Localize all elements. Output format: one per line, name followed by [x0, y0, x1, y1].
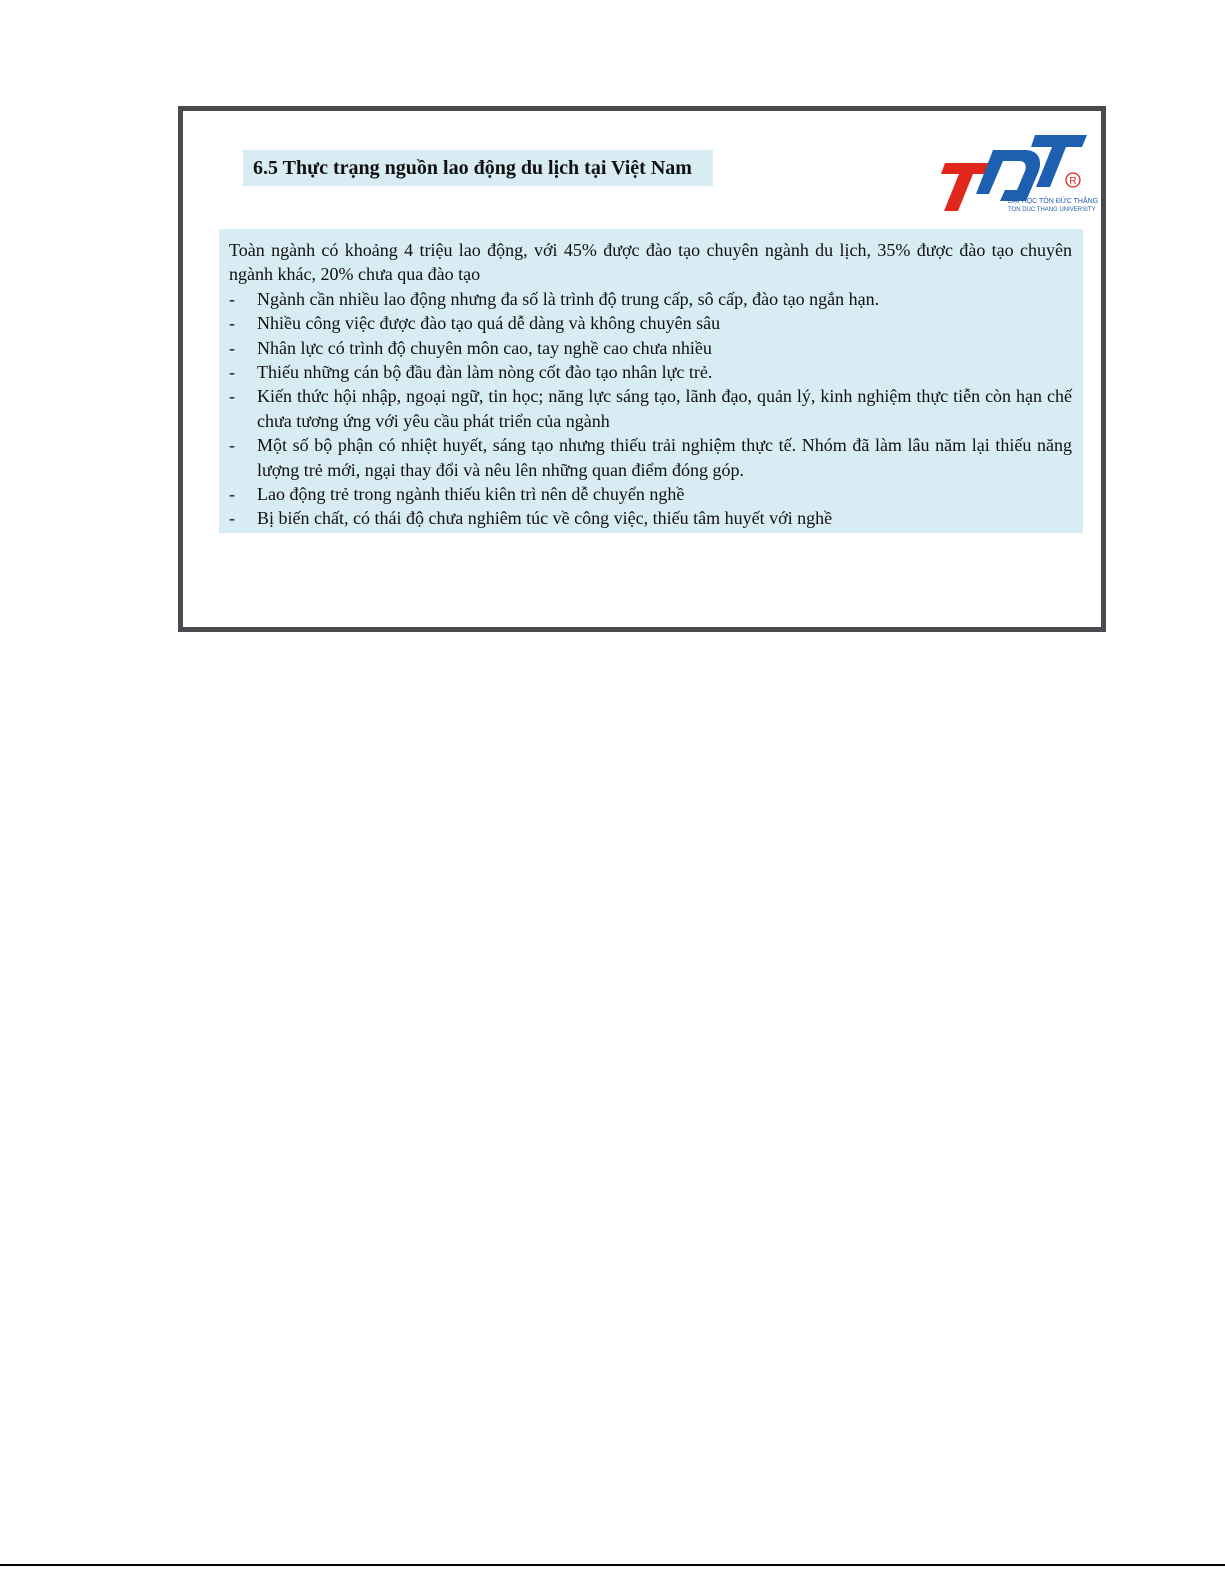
university-logo — [927, 121, 1099, 215]
bullet-marker: - — [229, 484, 235, 505]
bullet-text: Một số bộ phận có nhiệt huyết, sáng tạo nhưng thiếu trải nghiệm thực tế. Nhóm đã làm lâu năm lại thiếu năng lượng trẻ mới, ngại thay đổi và nêu lên những quan điểm đóng góp. — [257, 435, 1072, 480]
logo-line-vietnamese: ĐẠI HỌC TÔN ĐỨC THẮNG — [1008, 198, 1099, 205]
list-item — [229, 287, 1072, 311]
list-item — [229, 482, 1072, 506]
list-item — [229, 311, 1072, 335]
registered-symbol: R — [1069, 176, 1077, 187]
bullet-text: Bị biến chất, có thái độ chưa nghiêm túc về công việc, thiếu tâm huyết với nghề — [257, 508, 833, 529]
bullet-marker: - — [229, 508, 235, 529]
list-item — [229, 336, 1072, 360]
logo-line-english: TON DUC THANG UNIVERSITY — [1008, 207, 1096, 213]
logo-blue-d-shape — [976, 150, 1040, 201]
bullet-marker: - — [229, 435, 235, 456]
bullet-text: Ngành cần nhiều lao động nhưng đa số là trình độ trung cấp, sô cấp, đào tạo ngắn hạn. — [257, 288, 880, 309]
bullet-text: Nhân lực có trình độ chuyên môn cao, tay nghề cao chưa nhiều — [257, 337, 712, 358]
bullet-marker: - — [229, 362, 235, 383]
bullet-text: Thiếu những cán bộ đầu đàn làm nòng cốt đào tạo nhân lực trẻ. — [257, 362, 713, 383]
bullet-marker: - — [229, 337, 235, 358]
list-item — [229, 360, 1072, 384]
bullet-marker: - — [229, 386, 235, 407]
title-box — [243, 150, 713, 186]
list-item — [229, 433, 1072, 482]
bullet-marker: - — [229, 313, 235, 334]
content-box — [219, 229, 1083, 533]
list-item — [229, 384, 1072, 433]
list-item — [229, 506, 1072, 530]
bullet-text: Kiến thức hội nhập, ngoại ngữ, tin học; năng lực sáng tạo, lãnh đạo, quản lý, kinh nghiệm thực tiễn còn hạn chế chưa tương ứng với yêu cầu phát triển của ngành — [257, 386, 1072, 431]
intro-paragraph: Toàn ngành có khoảng 4 triệu lao động, với 45% được đào tạo chuyên ngành du lịch, 35% được đào tạo chuyên ngành khác, 20% chưa qua đào tạo — [229, 240, 1072, 285]
page-bottom-rule — [0, 1564, 1225, 1566]
content-text — [229, 238, 1072, 531]
bullet-text: Lao động trẻ trong ngành thiếu kiên trì nên dễ chuyển nghề — [257, 484, 685, 505]
slide-title: 6.5 Thực trạng nguồn lao động du lịch tại Việt Nam — [253, 157, 692, 179]
slide-frame — [178, 106, 1106, 632]
bullet-text: Nhiều công việc được đào tạo quá dễ dàng và không chuyên sâu — [257, 313, 721, 334]
bullet-list — [229, 287, 1072, 531]
bullet-marker: - — [229, 288, 235, 309]
